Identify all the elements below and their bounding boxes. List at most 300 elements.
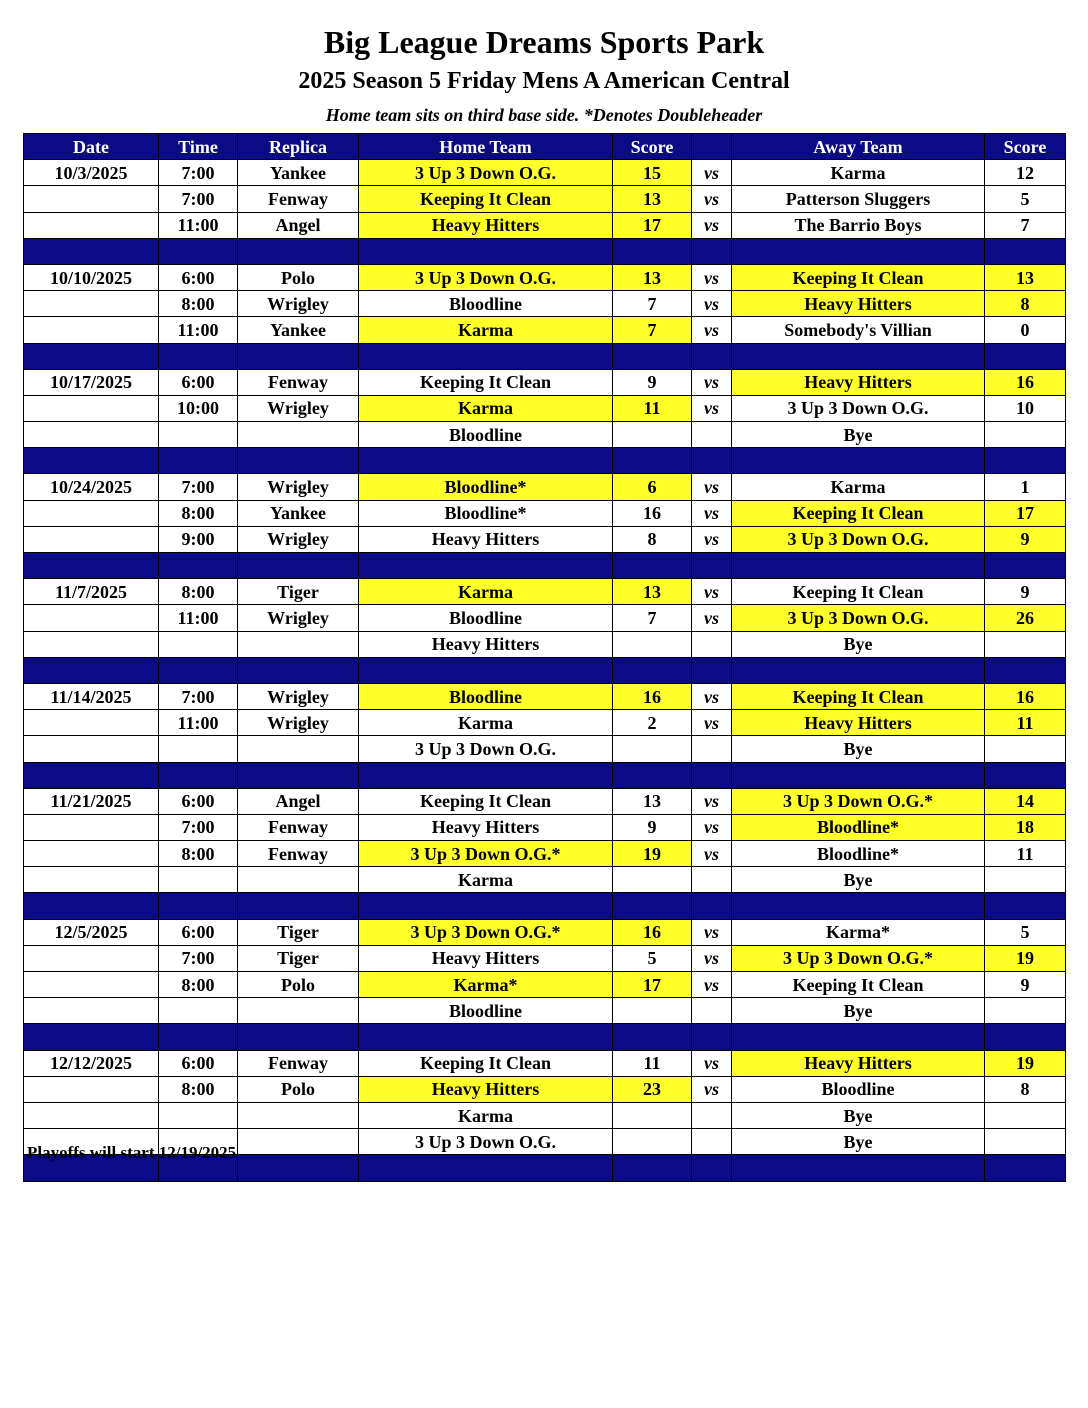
- time-cell: 8:00: [159, 291, 238, 317]
- replica-cell: [238, 736, 359, 762]
- home-team-cell: Bloodline: [359, 683, 613, 709]
- date-cell: [24, 605, 159, 631]
- week-separator-row: [24, 1024, 1066, 1050]
- separator-cell: [692, 448, 732, 474]
- time-cell: 8:00: [159, 500, 238, 526]
- replica-cell: Wrigley: [238, 605, 359, 631]
- home-team-cell: Heavy Hitters: [359, 814, 613, 840]
- separator-cell: [613, 1024, 692, 1050]
- home-score-cell: 16: [613, 500, 692, 526]
- separator-cell: [732, 1024, 985, 1050]
- separator-cell: [24, 343, 159, 369]
- separator-cell: [985, 553, 1066, 579]
- week-separator-row: [24, 448, 1066, 474]
- vs-cell: vs: [692, 291, 732, 317]
- schedule-note: Home team sits on third base side. *Denotes Doubleheader: [325, 105, 763, 125]
- date-cell: 10/3/2025: [24, 160, 159, 186]
- separator-cell: [238, 1024, 359, 1050]
- home-score-cell: 16: [613, 919, 692, 945]
- away-team-cell: Somebody's Villian: [732, 317, 985, 343]
- vs-cell: [692, 1129, 732, 1155]
- separator-cell: [732, 553, 985, 579]
- date-cell: 11/21/2025: [24, 788, 159, 814]
- week-separator-row: [24, 553, 1066, 579]
- separator-cell: [732, 657, 985, 683]
- separator-cell: [159, 893, 238, 919]
- away-score-cell: [985, 422, 1066, 448]
- home-team-cell: Heavy Hitters: [359, 212, 613, 238]
- home-score-cell: 6: [613, 474, 692, 500]
- game-row: [24, 186, 1066, 212]
- separator-cell: [238, 448, 359, 474]
- schedule-body: [24, 160, 1066, 1181]
- home-team-cell: 3 Up 3 Down O.G.: [359, 160, 613, 186]
- away-team-cell: Keeping It Clean: [732, 683, 985, 709]
- home-score-cell: 15: [613, 160, 692, 186]
- separator-cell: [613, 238, 692, 264]
- separator-cell: [359, 762, 613, 788]
- away-score-cell: 19: [985, 945, 1066, 971]
- away-team-cell: Karma: [732, 160, 985, 186]
- away-score-cell: 16: [985, 683, 1066, 709]
- replica-cell: Wrigley: [238, 291, 359, 317]
- header-away-score: Score: [985, 134, 1066, 160]
- date-cell: [24, 1076, 159, 1102]
- away-score-cell: 5: [985, 186, 1066, 212]
- away-team-cell: Keeping It Clean: [732, 972, 985, 998]
- vs-cell: vs: [692, 212, 732, 238]
- time-cell: 9:00: [159, 526, 238, 552]
- header-home-score: Score: [613, 134, 692, 160]
- away-score-cell: [985, 998, 1066, 1024]
- away-score-cell: 11: [985, 710, 1066, 736]
- vs-cell: vs: [692, 972, 732, 998]
- separator-cell: [238, 657, 359, 683]
- home-team-cell: Karma: [359, 867, 613, 893]
- bye-row: [24, 422, 1066, 448]
- vs-cell: vs: [692, 579, 732, 605]
- separator-cell: [359, 448, 613, 474]
- separator-cell: [692, 1024, 732, 1050]
- separator-cell: [613, 448, 692, 474]
- date-cell: [24, 317, 159, 343]
- separator-cell: [159, 343, 238, 369]
- replica-cell: Wrigley: [238, 710, 359, 736]
- replica-cell: [238, 422, 359, 448]
- replica-cell: [238, 631, 359, 657]
- time-cell: 7:00: [159, 945, 238, 971]
- header-row: [24, 134, 1066, 160]
- home-team-cell: Bloodline: [359, 998, 613, 1024]
- away-score-cell: [985, 736, 1066, 762]
- home-score-cell: 13: [613, 788, 692, 814]
- week-separator-row: [24, 238, 1066, 264]
- separator-cell: [159, 238, 238, 264]
- away-team-cell: Karma: [732, 474, 985, 500]
- home-score-cell: [613, 422, 692, 448]
- header-vs: [692, 134, 732, 160]
- away-score-cell: 11: [985, 841, 1066, 867]
- time-cell: [159, 998, 238, 1024]
- away-score-cell: 7: [985, 212, 1066, 238]
- separator-cell: [985, 893, 1066, 919]
- vs-cell: vs: [692, 945, 732, 971]
- away-team-cell: Keeping It Clean: [732, 579, 985, 605]
- game-row: [24, 395, 1066, 421]
- separator-cell: [732, 448, 985, 474]
- home-score-cell: 19: [613, 841, 692, 867]
- away-score-cell: [985, 867, 1066, 893]
- vs-cell: vs: [692, 605, 732, 631]
- home-score-cell: [613, 736, 692, 762]
- replica-cell: [238, 998, 359, 1024]
- vs-cell: vs: [692, 841, 732, 867]
- vs-cell: [692, 736, 732, 762]
- replica-cell: Tiger: [238, 919, 359, 945]
- away-score-cell: 10: [985, 395, 1066, 421]
- header-replica: Replica: [238, 134, 359, 160]
- time-cell: 6:00: [159, 919, 238, 945]
- date-cell: [24, 395, 159, 421]
- vs-cell: vs: [692, 160, 732, 186]
- away-team-cell: Heavy Hitters: [732, 369, 985, 395]
- away-team-cell: Bye: [732, 736, 985, 762]
- separator-cell: [613, 1155, 692, 1181]
- replica-cell: Yankee: [238, 317, 359, 343]
- game-row: [24, 264, 1066, 290]
- page-subtitle: 2025 Season 5 Friday Mens A American Central: [298, 68, 790, 94]
- playoffs-note: Playoffs will start 12/19/2025: [27, 1143, 237, 1162]
- date-cell: 10/10/2025: [24, 264, 159, 290]
- away-team-cell: 3 Up 3 Down O.G.: [732, 526, 985, 552]
- replica-cell: Yankee: [238, 500, 359, 526]
- vs-cell: [692, 1102, 732, 1128]
- bye-row: [24, 998, 1066, 1024]
- home-team-cell: Karma: [359, 395, 613, 421]
- separator-cell: [238, 343, 359, 369]
- date-cell: 11/14/2025: [24, 683, 159, 709]
- header-date: Date: [24, 134, 159, 160]
- separator-cell: [238, 762, 359, 788]
- game-row: [24, 500, 1066, 526]
- date-cell: 10/17/2025: [24, 369, 159, 395]
- game-row: [24, 814, 1066, 840]
- vs-cell: vs: [692, 264, 732, 290]
- separator-cell: [613, 553, 692, 579]
- replica-cell: Fenway: [238, 186, 359, 212]
- replica-cell: [238, 867, 359, 893]
- replica-cell: [238, 1102, 359, 1128]
- replica-cell: Wrigley: [238, 526, 359, 552]
- bye-row: [24, 867, 1066, 893]
- away-team-cell: 3 Up 3 Down O.G.*: [732, 788, 985, 814]
- time-cell: 11:00: [159, 605, 238, 631]
- away-score-cell: 9: [985, 526, 1066, 552]
- time-cell: 8:00: [159, 1076, 238, 1102]
- separator-cell: [24, 238, 159, 264]
- time-cell: 7:00: [159, 160, 238, 186]
- page-title: Big League Dreams Sports Park: [323, 24, 765, 60]
- away-team-cell: 3 Up 3 Down O.G.: [732, 605, 985, 631]
- away-team-cell: Bloodline: [732, 1076, 985, 1102]
- vs-cell: vs: [692, 814, 732, 840]
- date-cell: [24, 291, 159, 317]
- away-team-cell: Heavy Hitters: [732, 291, 985, 317]
- vs-cell: vs: [692, 1050, 732, 1076]
- replica-cell: Angel: [238, 212, 359, 238]
- separator-cell: [359, 343, 613, 369]
- separator-cell: [613, 893, 692, 919]
- separator-cell: [985, 762, 1066, 788]
- game-row: [24, 972, 1066, 998]
- time-cell: [159, 422, 238, 448]
- separator-cell: [732, 238, 985, 264]
- home-score-cell: [613, 1102, 692, 1128]
- separator-cell: [24, 448, 159, 474]
- separator-cell: [692, 343, 732, 369]
- game-row: [24, 710, 1066, 736]
- separator-cell: [985, 1024, 1066, 1050]
- game-row: [24, 579, 1066, 605]
- home-team-cell: 3 Up 3 Down O.G.*: [359, 919, 613, 945]
- vs-cell: vs: [692, 526, 732, 552]
- home-score-cell: 8: [613, 526, 692, 552]
- separator-cell: [238, 1155, 359, 1181]
- separator-cell: [692, 1155, 732, 1181]
- replica-cell: Polo: [238, 972, 359, 998]
- separator-cell: [24, 893, 159, 919]
- bye-row: [24, 736, 1066, 762]
- home-team-cell: Keeping It Clean: [359, 186, 613, 212]
- schedule-table: [23, 133, 1066, 1182]
- home-team-cell: Keeping It Clean: [359, 788, 613, 814]
- away-team-cell: Bye: [732, 998, 985, 1024]
- away-score-cell: 0: [985, 317, 1066, 343]
- vs-cell: vs: [692, 710, 732, 736]
- time-cell: 8:00: [159, 579, 238, 605]
- home-score-cell: 23: [613, 1076, 692, 1102]
- replica-cell: Wrigley: [238, 474, 359, 500]
- home-team-cell: Karma*: [359, 972, 613, 998]
- game-row: [24, 160, 1066, 186]
- home-team-cell: Karma: [359, 710, 613, 736]
- separator-cell: [24, 657, 159, 683]
- vs-cell: [692, 867, 732, 893]
- away-score-cell: [985, 1102, 1066, 1128]
- date-cell: 11/7/2025: [24, 579, 159, 605]
- time-cell: 6:00: [159, 788, 238, 814]
- home-team-cell: Keeping It Clean: [359, 369, 613, 395]
- away-score-cell: 13: [985, 264, 1066, 290]
- time-cell: [159, 867, 238, 893]
- vs-cell: vs: [692, 683, 732, 709]
- time-cell: 11:00: [159, 710, 238, 736]
- separator-cell: [692, 238, 732, 264]
- time-cell: 8:00: [159, 841, 238, 867]
- away-score-cell: 16: [985, 369, 1066, 395]
- home-team-cell: Bloodline*: [359, 500, 613, 526]
- vs-cell: vs: [692, 500, 732, 526]
- time-cell: 7:00: [159, 683, 238, 709]
- week-separator-row: [24, 893, 1066, 919]
- separator-cell: [159, 448, 238, 474]
- date-cell: [24, 736, 159, 762]
- away-team-cell: Bloodline*: [732, 814, 985, 840]
- away-score-cell: 8: [985, 291, 1066, 317]
- separator-cell: [732, 343, 985, 369]
- replica-cell: Tiger: [238, 579, 359, 605]
- away-score-cell: 5: [985, 919, 1066, 945]
- separator-cell: [692, 762, 732, 788]
- date-cell: 10/24/2025: [24, 474, 159, 500]
- separator-cell: [692, 553, 732, 579]
- home-score-cell: 9: [613, 814, 692, 840]
- vs-cell: vs: [692, 369, 732, 395]
- home-team-cell: Karma: [359, 579, 613, 605]
- date-cell: [24, 867, 159, 893]
- separator-cell: [732, 1155, 985, 1181]
- away-score-cell: 8: [985, 1076, 1066, 1102]
- away-score-cell: 12: [985, 160, 1066, 186]
- home-score-cell: [613, 1129, 692, 1155]
- game-row: [24, 369, 1066, 395]
- separator-cell: [24, 1024, 159, 1050]
- time-cell: 7:00: [159, 186, 238, 212]
- away-team-cell: Bye: [732, 1102, 985, 1128]
- home-team-cell: Heavy Hitters: [359, 631, 613, 657]
- vs-cell: vs: [692, 186, 732, 212]
- separator-cell: [159, 657, 238, 683]
- replica-cell: Polo: [238, 264, 359, 290]
- time-cell: 6:00: [159, 264, 238, 290]
- away-score-cell: 18: [985, 814, 1066, 840]
- game-row: [24, 683, 1066, 709]
- date-cell: 12/12/2025: [24, 1050, 159, 1076]
- separator-cell: [732, 893, 985, 919]
- vs-cell: vs: [692, 395, 732, 421]
- separator-cell: [159, 762, 238, 788]
- replica-cell: Tiger: [238, 945, 359, 971]
- home-score-cell: 2: [613, 710, 692, 736]
- time-cell: [159, 631, 238, 657]
- away-team-cell: Bye: [732, 867, 985, 893]
- vs-cell: vs: [692, 317, 732, 343]
- time-cell: [159, 736, 238, 762]
- separator-cell: [359, 1155, 613, 1181]
- date-cell: [24, 1102, 159, 1128]
- home-score-cell: 9: [613, 369, 692, 395]
- away-score-cell: [985, 631, 1066, 657]
- time-cell: 7:00: [159, 474, 238, 500]
- game-row: [24, 474, 1066, 500]
- replica-cell: Fenway: [238, 369, 359, 395]
- home-score-cell: [613, 631, 692, 657]
- separator-cell: [24, 553, 159, 579]
- game-row: [24, 919, 1066, 945]
- separator-cell: [985, 238, 1066, 264]
- separator-cell: [238, 553, 359, 579]
- date-cell: [24, 186, 159, 212]
- home-score-cell: 13: [613, 264, 692, 290]
- separator-cell: [692, 893, 732, 919]
- replica-cell: Polo: [238, 1076, 359, 1102]
- away-team-cell: Keeping It Clean: [732, 264, 985, 290]
- time-cell: 11:00: [159, 212, 238, 238]
- game-row: [24, 1050, 1066, 1076]
- home-score-cell: [613, 998, 692, 1024]
- header-home-team: Home Team: [359, 134, 613, 160]
- home-score-cell: 7: [613, 317, 692, 343]
- home-team-cell: Bloodline: [359, 605, 613, 631]
- game-row: [24, 291, 1066, 317]
- time-cell: 10:00: [159, 395, 238, 421]
- away-score-cell: 14: [985, 788, 1066, 814]
- date-cell: [24, 526, 159, 552]
- separator-cell: [613, 657, 692, 683]
- home-score-cell: 13: [613, 579, 692, 605]
- date-cell: [24, 710, 159, 736]
- home-team-cell: 3 Up 3 Down O.G.: [359, 1129, 613, 1155]
- replica-cell: Wrigley: [238, 395, 359, 421]
- date-cell: [24, 631, 159, 657]
- home-score-cell: 16: [613, 683, 692, 709]
- away-team-cell: 3 Up 3 Down O.G.*: [732, 945, 985, 971]
- home-team-cell: Bloodline*: [359, 474, 613, 500]
- header-away-team: Away Team: [732, 134, 985, 160]
- time-cell: 6:00: [159, 369, 238, 395]
- away-score-cell: 1: [985, 474, 1066, 500]
- away-team-cell: Bye: [732, 631, 985, 657]
- separator-cell: [359, 657, 613, 683]
- home-score-cell: 5: [613, 945, 692, 971]
- separator-cell: [24, 762, 159, 788]
- bye-row: [24, 631, 1066, 657]
- separator-cell: [238, 238, 359, 264]
- bye-row: [24, 1102, 1066, 1128]
- away-team-cell: Karma*: [732, 919, 985, 945]
- away-score-cell: 17: [985, 500, 1066, 526]
- replica-cell: Yankee: [238, 160, 359, 186]
- vs-cell: [692, 631, 732, 657]
- vs-cell: vs: [692, 474, 732, 500]
- away-score-cell: [985, 1129, 1066, 1155]
- home-score-cell: 7: [613, 291, 692, 317]
- separator-cell: [159, 1024, 238, 1050]
- away-score-cell: 9: [985, 972, 1066, 998]
- separator-cell: [359, 1024, 613, 1050]
- replica-cell: Fenway: [238, 1050, 359, 1076]
- date-cell: [24, 841, 159, 867]
- home-team-cell: Bloodline: [359, 291, 613, 317]
- away-team-cell: Heavy Hitters: [732, 710, 985, 736]
- away-team-cell: The Barrio Boys: [732, 212, 985, 238]
- header-time: Time: [159, 134, 238, 160]
- date-cell: [24, 972, 159, 998]
- home-team-cell: Keeping It Clean: [359, 1050, 613, 1076]
- home-score-cell: 11: [613, 395, 692, 421]
- away-score-cell: 19: [985, 1050, 1066, 1076]
- replica-cell: Fenway: [238, 841, 359, 867]
- week-separator-row: [24, 762, 1066, 788]
- home-score-cell: 7: [613, 605, 692, 631]
- away-team-cell: Keeping It Clean: [732, 500, 985, 526]
- date-cell: [24, 998, 159, 1024]
- home-team-cell: 3 Up 3 Down O.G.: [359, 736, 613, 762]
- away-team-cell: Bye: [732, 422, 985, 448]
- home-team-cell: Karma: [359, 1102, 613, 1128]
- replica-cell: Angel: [238, 788, 359, 814]
- replica-cell: Fenway: [238, 814, 359, 840]
